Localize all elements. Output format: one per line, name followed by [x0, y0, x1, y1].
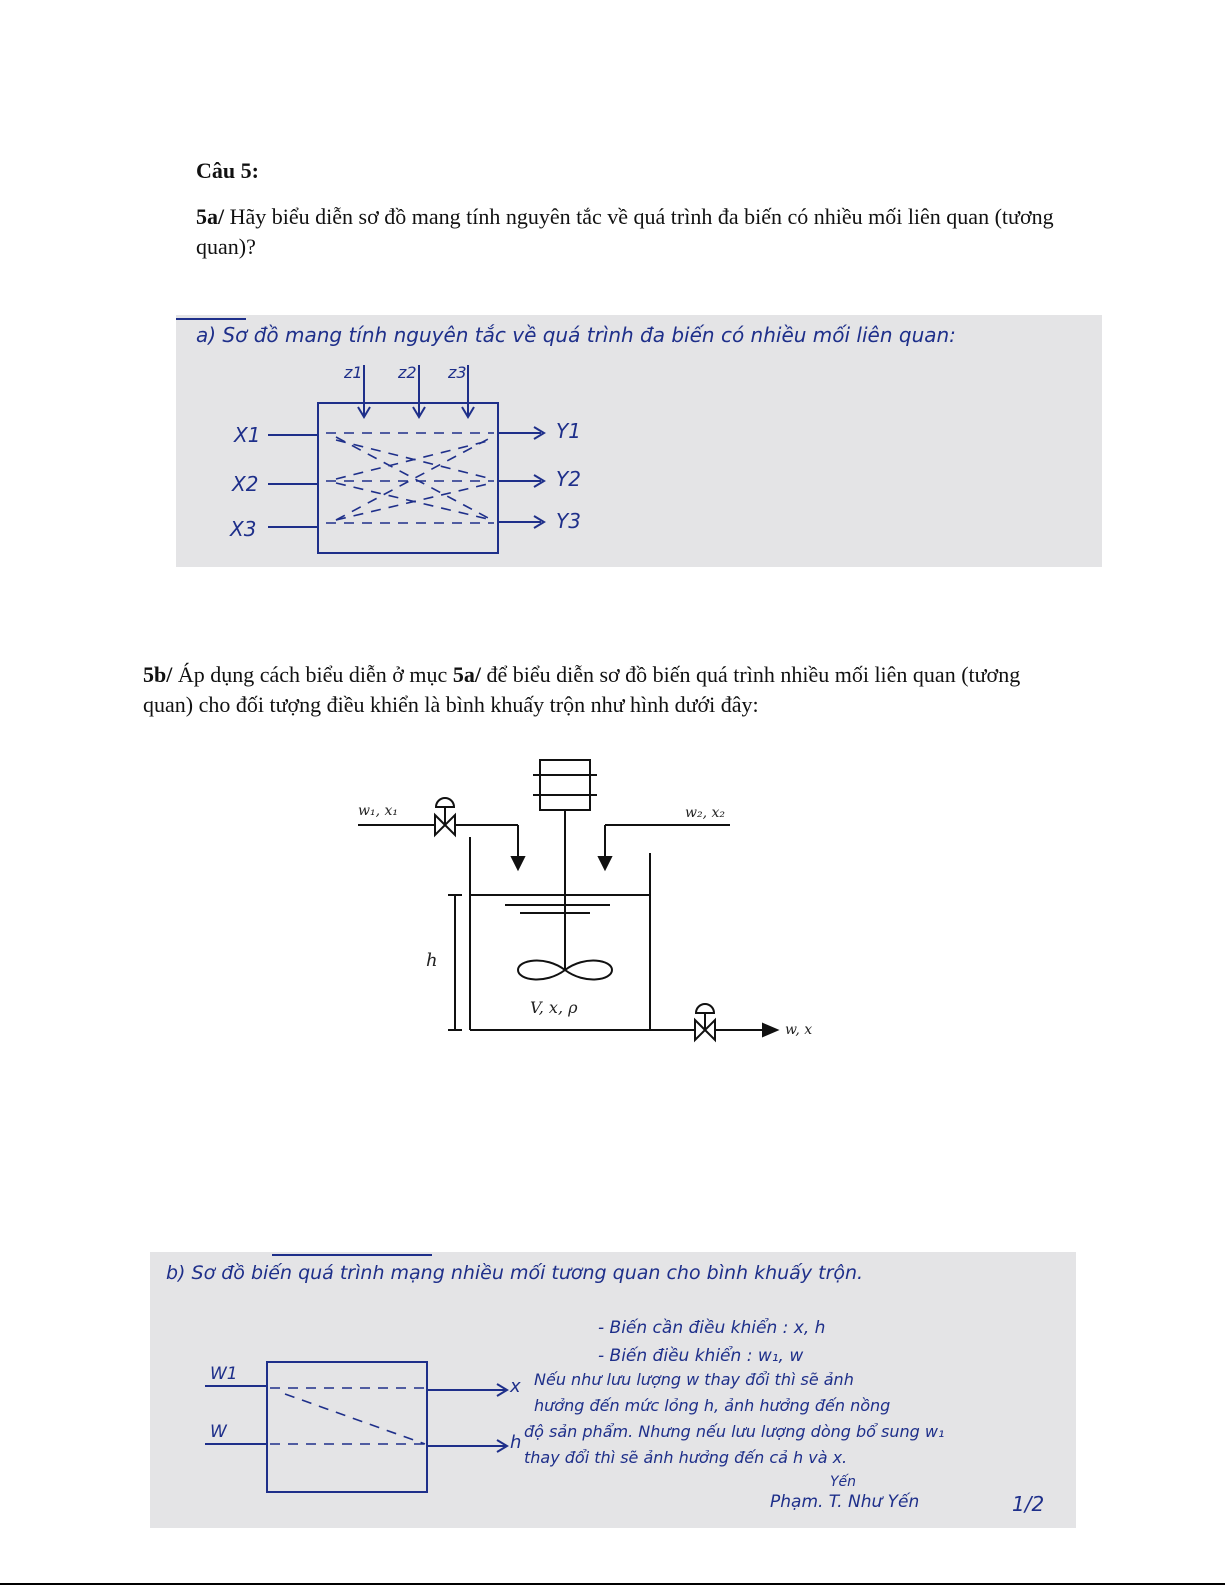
- question-5b: [143, 660, 1053, 720]
- answer-a-title: a) Sơ đồ mang tính nguyên tắc về quá trình đa biến có nhiều mối liên quan:: [196, 323, 956, 347]
- text-5b-part1: Áp dụng cách biểu diễn ở mục: [172, 662, 453, 687]
- page-number: 1/2: [1012, 1492, 1045, 1516]
- level-label: h: [426, 950, 438, 971]
- text-5b-part2: để biểu diễn sơ đồ biến quá trình nhiều mối liên quan (tương quan) cho đối tượng điều khiển là bình khuấy trộn như hình dưới đây:: [143, 662, 1021, 717]
- output-h: h: [510, 1432, 522, 1453]
- label-5b: 5b/: [143, 662, 173, 687]
- output-x: x: [510, 1376, 521, 1397]
- output-y3: Y3: [556, 509, 581, 533]
- disturbance-z1: z1: [344, 363, 363, 382]
- inlet-2-label: w₂, x₂: [685, 805, 726, 821]
- handwritten-answer-b-photo: [150, 1252, 1076, 1528]
- diagram-a: [176, 315, 1102, 567]
- question-heading: Câu 5:: [196, 158, 259, 183]
- explanation-line-2: hưởng đến mức lỏng h, ảnh hưởng đến nồng: [534, 1396, 891, 1415]
- process-block-a: [318, 403, 498, 553]
- explanation-line-1: Nếu như lưu lượng w thay đổi thì sẽ ảnh: [534, 1370, 854, 1389]
- manipulated-variables: - Biến điều khiển : w₁, w: [598, 1346, 804, 1366]
- output-y1: Y1: [556, 419, 581, 443]
- ref-5a: 5a/: [452, 662, 481, 687]
- process-block-b: [267, 1362, 427, 1492]
- controlled-variables: - Biến cần điều khiển : x, h: [598, 1318, 826, 1338]
- output-y2: Y2: [556, 467, 581, 491]
- input-x3: X3: [230, 517, 257, 541]
- disturbance-z2: z2: [398, 363, 417, 382]
- stirred-tank-figure: [340, 755, 860, 1060]
- diagram-b: [150, 1252, 1076, 1528]
- label-5a: 5a/: [196, 204, 225, 229]
- input-w: W: [210, 1422, 227, 1442]
- contents-label: V, x, ρ: [530, 998, 578, 1017]
- explanation-line-4: thay đổi thì sẽ ảnh hưởng đến cả h và x.: [524, 1448, 848, 1467]
- inlet-1-label: w₁, x₁: [358, 803, 399, 819]
- explanation-line-3: độ sản phẩm. Nhưng nếu lưu lượng dòng bổ sung w₁: [524, 1422, 945, 1441]
- motor-icon: [540, 760, 590, 810]
- question-5a: [196, 202, 1096, 262]
- input-w1: W1: [210, 1364, 238, 1384]
- text-5a: Hãy biểu diễn sơ đồ mang tính nguyên tắc về quá trình đa biến có nhiều mối liên quan (tương quan)?: [196, 204, 1054, 259]
- signature-mark: Yến: [830, 1474, 857, 1490]
- answer-b-title: b) Sơ đồ biến quá trình mạng nhiều mối tương quan cho bình khuấy trộn.: [166, 1262, 864, 1284]
- outlet-label: w, x: [785, 1022, 813, 1038]
- input-x1: X1: [234, 423, 261, 447]
- handwritten-answer-a-photo: [176, 315, 1102, 567]
- signature-name: Phạm. T. Như Yến: [770, 1492, 920, 1512]
- disturbance-z3: z3: [448, 363, 467, 382]
- input-x2: X2: [232, 472, 259, 496]
